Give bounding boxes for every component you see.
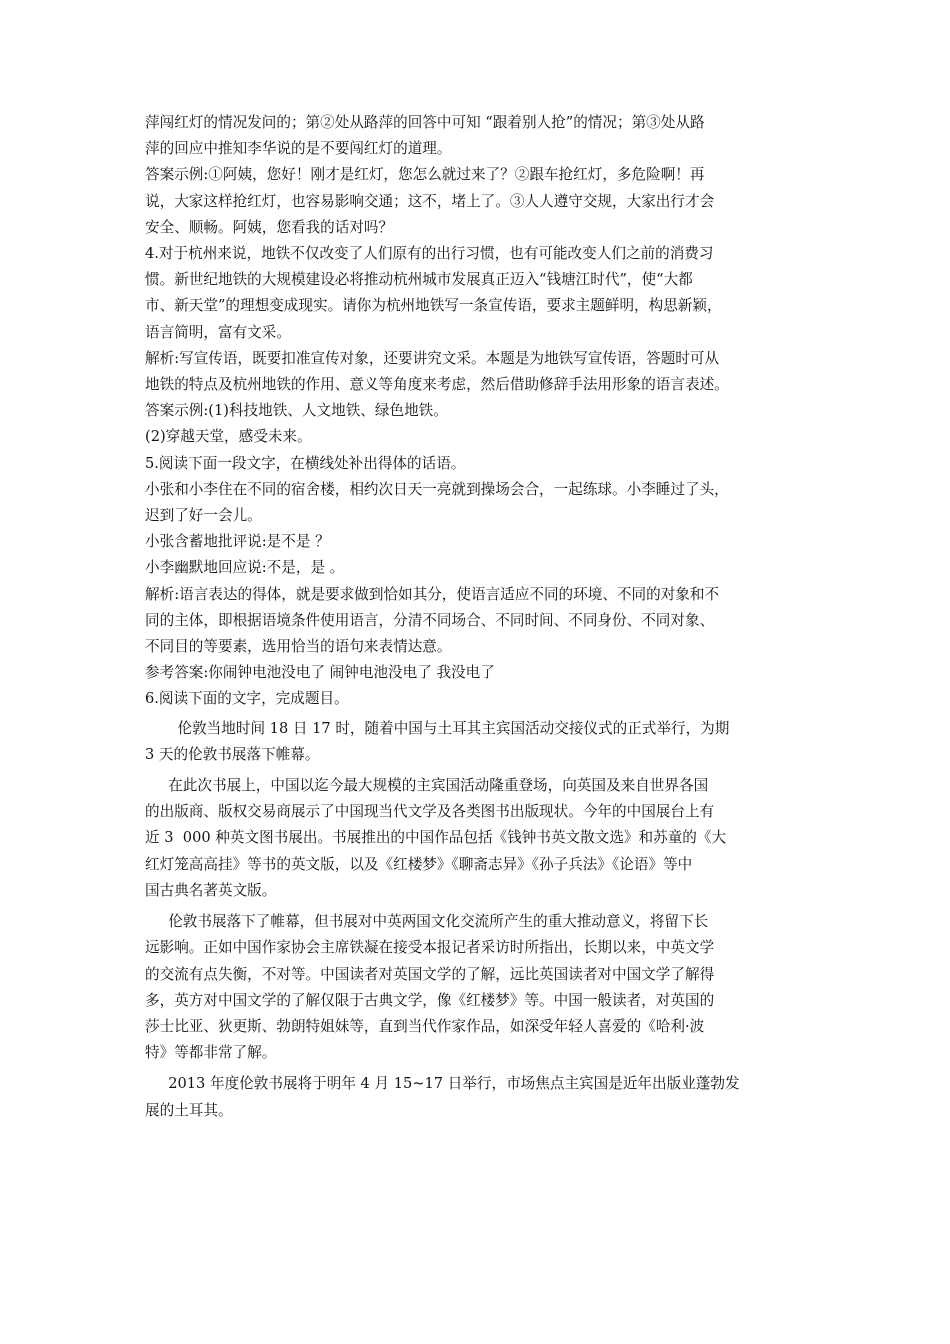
text-line: 惯。新世纪地铁的大规模建设必将推动杭州城市发展真正迈入“钱塘江时代”，使“大都 [145,271,693,289]
text-line: 答案示例:①阿姨，您好！刚才是红灯，您怎么就过来了？②跟车抢红灯，多危险啊！再 [145,166,705,184]
passage-paragraph [145,909,813,1066]
text-line: 安全、顺畅。阿姨，您看我的话对吗？ [145,218,394,236]
passage-paragraph [145,716,813,768]
text-line: 萍闯红灯的情况发问的；第②处从路萍的回答中可知 “跟着别人抢”的情况；第③处从路 [145,114,705,131]
answer-section [145,110,813,713]
text-line: 3 天的伦敦书展落下帷幕。 [145,745,320,763]
text-line: 远影响。正如中国作家协会主席铁凝在接受本报记者采访时所指出，长期以来，中英文学 [145,939,715,957]
analysis-line: 解析:语言表达的得体，就是要求做到恰如其分，使语言适应不同的环境、不同的对象和不 [145,585,720,603]
text-line: 莎士比亚、狄更斯、勃朗特姐妹等，直到当代作家作品，如深受年轻人喜爱的《哈利·波 [145,1017,705,1035]
text-line: 迟到了好一会儿。 [145,507,262,525]
answer-line: 参考答案:你闹钟电池没电了 闹钟电池没电了 我没电了 [145,664,495,682]
question-4: 4.对于杭州来说，地铁不仅改变了人们原有的出行习惯，也有可能改变人们之前的消费习 [145,245,714,263]
text-line: 在此次书展上，中国以迄今最大规模的主宾国活动隆重登场，向英国及来自世界各国 [145,777,709,795]
text-line: 市、新天堂”的理想变成现实。请你为杭州地铁写一条宣传语，要求主题鲜明，构思新颖， [145,297,722,315]
text-line: 伦敦当地时间 18 日 17 时，随着中国与土耳其主宾国活动交接仪式的正式举行，为期 [145,719,730,737]
text-line: 2013 年度伦敦书展将于明年 4 月 15~17 日举行，市场焦点主宾国是近年出版业蓬勃发 [145,1075,740,1093]
text-line: 的出版商、版权交易商展示了中国现当代文学及各类图书出版现状。今年的中国展台上有 [145,803,715,821]
question-5: 5.阅读下面一段文字，在横线处补出得体的话语。 [145,454,466,472]
text-line: 国古典名著英文版。 [145,881,277,899]
text-line: 红灯笼高高挂》等书的英文版，以及《红楼梦》《聊斋志异》《孙子兵法》《论语》等中 [145,855,693,873]
text-line: 小李幽默地回应说:不是，是 。 [145,559,345,577]
passage-paragraph [145,1071,813,1123]
question-6: 6.阅读下面的文字，完成题目。 [145,690,349,708]
text-line: 小张和小李住在不同的宿舍楼，相约次日天一亮就到操场会合，一起练球。小李睡过了头， [145,480,729,498]
text-line: 同的主体，即根据语境条件使用语言，分清不同场合、不同时间、不同身份、不同对象、 [145,611,715,629]
document-page [145,110,813,1129]
text-line: 近 3 000 种英文图书展出。书展推出的中国作品包括《钱钟书英文散文选》和苏童的《大 [145,829,727,847]
text-line: 不同目的等要素，选用恰当的语句来表情达意。 [145,638,452,656]
passage-paragraph [145,773,813,904]
text-line: 特》等都非常了解。 [145,1044,277,1062]
text-line: 的交流有点失衡，不对等。中国读者对英国文学的了解，远比英国读者对中国文学了解得 [145,965,715,983]
analysis-line: 解析:写宣传语，既要扣准宣传对象，还要讲究文采。本题是为地铁写宣传语，答题时可从 [145,349,720,367]
text-line: 伦敦书展落下了帷幕，但书展对中英两国文化交流所产生的重大推动意义，将留下长 [145,913,709,931]
text-line: 说，大家这样抢红灯，也容易影响交通；这不，堵上了。③人人遵守交规，大家出行才会 [145,192,715,210]
reading-passage [145,716,813,1124]
text-line: 展的土耳其。 [145,1101,233,1119]
text-line: 小张含蓄地批评说:是不是 ？ [145,533,330,551]
answer-line: 答案示例:(1)科技地铁、人文地铁、绿色地铁。 [145,402,448,420]
text-line: 地铁的特点及杭州地铁的作用、意义等角度来考虑，然后借助修辞手法用形象的语言表述。 [145,376,729,394]
text-line: 多，英方对中国文学的了解仅限于古典文学，像《红楼梦》等。中国一般读者，对英国的 [145,991,715,1009]
text-line: 萍的回应中推知李华说的是不要闯红灯的道理。 [145,140,452,158]
text-line: (2)穿越天堂，感受未来。 [145,428,312,446]
text-line: 语言简明，富有文采。 [145,323,291,341]
